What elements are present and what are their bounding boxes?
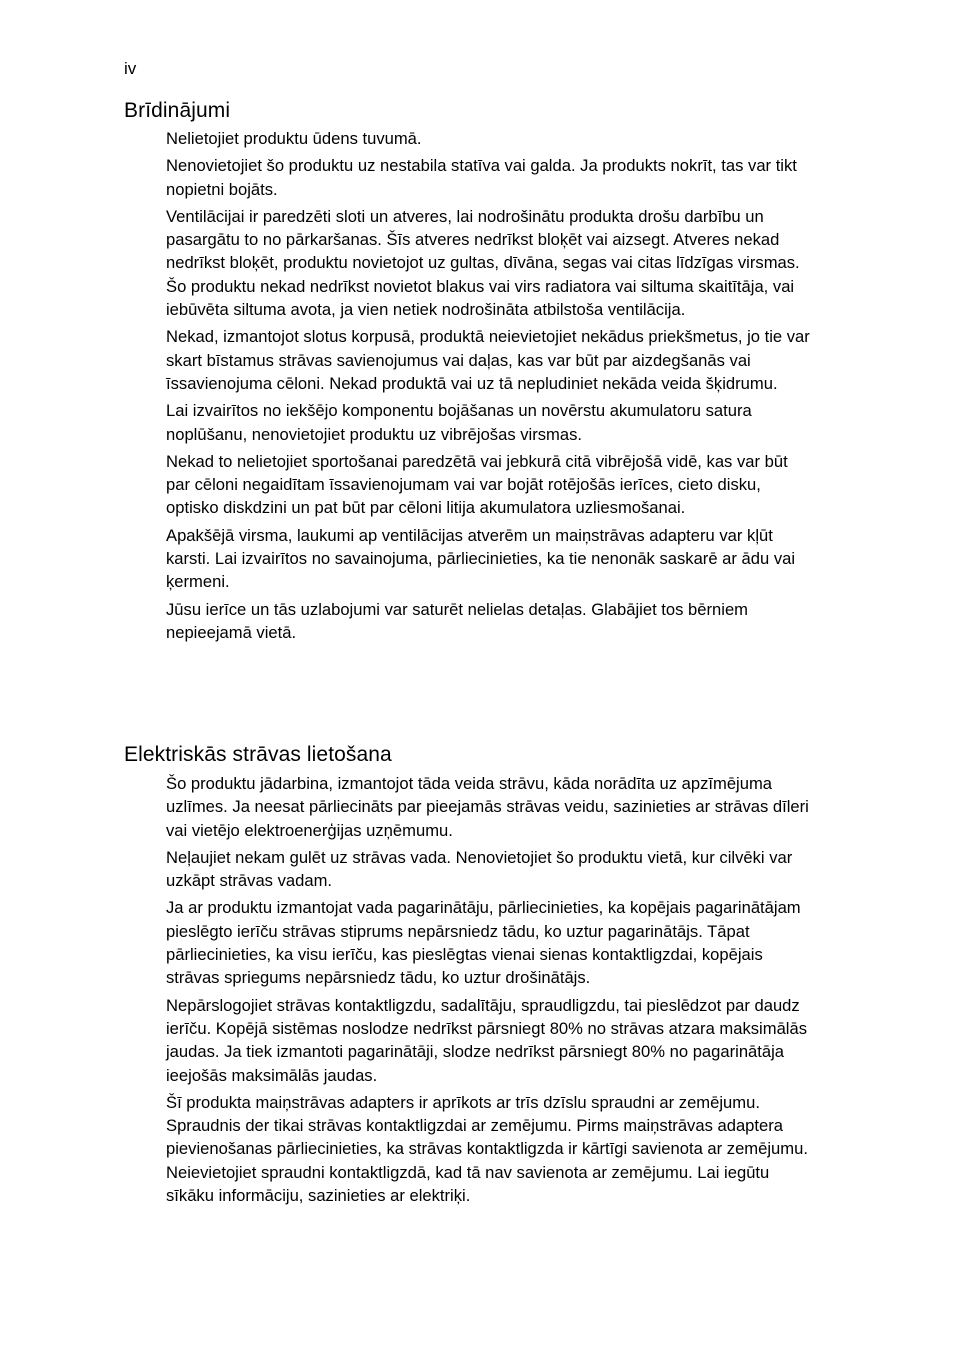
- section-heading: Elektriskās strāvas lietošana: [124, 743, 392, 766]
- paragraph: Jūsu ierīce un tās uzlabojumi var saturēt nelielas detaļas. Glabājiet tos bērniem nepieejamā vietā.: [166, 599, 749, 642]
- paragraph: Nelietojiet produktu ūdens tuvumā.: [166, 129, 422, 148]
- page-number: iv: [124, 59, 137, 78]
- section-warnings: [124, 98, 824, 648]
- paragraph: Šo produktu jādarbina, izmantojot tāda veida strāvu, kāda norādīta uz apzīmējuma uzlīmes. Ja neesat pārliecināts par pieejamās strāvas veidu, sazinieties ar strāvas dīleri vai vietējo elektroenerģijas uzņēmumu.: [166, 774, 809, 840]
- paragraph: Lai izvairītos no iekšējo komponentu bojāšanas un novērstu akumulatoru satura noplūšanu, nenovietojiet produktu uz vibrējošas virsmas.: [166, 401, 752, 444]
- section-electrical-power: [124, 742, 824, 1211]
- section-heading: Brīdinājumi: [124, 99, 231, 122]
- paragraph: Ja ar produktu izmantojat vada pagarinātāju, pārliecinieties, ka kopējais pagarinātājam pieslēgto ierīču strāvas stiprums nepārsniedz tādu, ko uztur pagarinātājs. Tāpat pārliecinieties, ka visu ierīču, kas pieslēgtas vienai sienas kontaktligzdai, kopējais strāvas spriegums nepārsniedz tādu, ko uztur drošinātājs.: [166, 898, 801, 988]
- paragraph: Nekad to nelietojiet sportošanai paredzētā vai jebkurā citā vibrējošā vidē, kas var būt par cēloni negaidītam īssavienojumam vai var bojāt rotējošās ierīces, cieto disku, optisko diskdzini un pat būt par cēloni litija akumulatora uzliesmošanai.: [166, 451, 788, 518]
- paragraph: Ventilācijai ir paredzēti sloti un atveres, lai nodrošinātu produkta drošu darbību un pasargātu to no pārkaršanas. Šīs atveres nedrīkst bloķēt vai aizsegt. Atveres nekad nedrīkst bloķēt, produktu novietojot uz gultas, dīvāna, segas vai citas līdzīgas virsmas. Šo produktu nekad nedrīkst novietot blakus vai virs radiatora vai siltuma skaitītāja, vai iebūvēta siltuma avota, ja vien netiek nodrošināta atbilstoša ventilācija.: [166, 206, 800, 320]
- paragraph: Apakšējā virsma, laukumi ap ventilācijas atverēm un maiņstrāvas adapteru var kļūt karsti. Lai izvairītos no savainojuma, pārliecinieties, ka tie nenonāk saskarē ar ādu vai ķermeni.: [166, 525, 796, 592]
- paragraph: Šī produkta maiņstrāvas adapters ir aprīkots ar trīs dzīslu spraudni ar zemējumu. Spraudnis der tikai strāvas kontaktligzdai ar zemējumu. Pirms maiņstrāvas adaptera pievienošanas pārliecinieties, ka strāvas kontaktligzda ir kārtīgi savienota ar zemējumu. Neievietojiet spraudni kontaktligzdā, kad tā nav savienota ar zemējumu. Lai iegūtu sīkāku informāciju, sazinieties ar elektriķi.: [166, 1092, 808, 1206]
- paragraph: Neļaujiet nekam gulēt uz strāvas vada. Nenovietojiet šo produktu vietā, kur cilvēki var uzkāpt strāvas vadam.: [166, 847, 793, 891]
- paragraph: Nekad, izmantojot slotus korpusā, produktā neievietojiet nekādus priekšmetus, jo tie var skart bīstamus strāvas savienojumus vai daļas, kas var būt par aizdegšanās vai īssavienojuma cēloni. Nekad produktā vai uz tā nepludiniet nekāda veida šķidrumu.: [166, 327, 810, 393]
- paragraph: Nenovietojiet šo produktu uz nestabila statīva vai galda. Ja produkts nokrīt, tas var tikt nopietni bojāts.: [166, 156, 797, 199]
- paragraph: Nepārslogojiet strāvas kontaktligzdu, sadalītāju, spraudligzdu, tai pieslēdzot par daudz ierīču. Kopējā sistēmas noslodze nedrīkst pārsniegt 80% no strāvas atzara maksimālās jaudas. Ja tiek izmantoti pagarinātāji, slodze nedrīkst pārsniegt 80% no pagarinātāja ieejošās maksimālās jaudas.: [166, 995, 808, 1085]
